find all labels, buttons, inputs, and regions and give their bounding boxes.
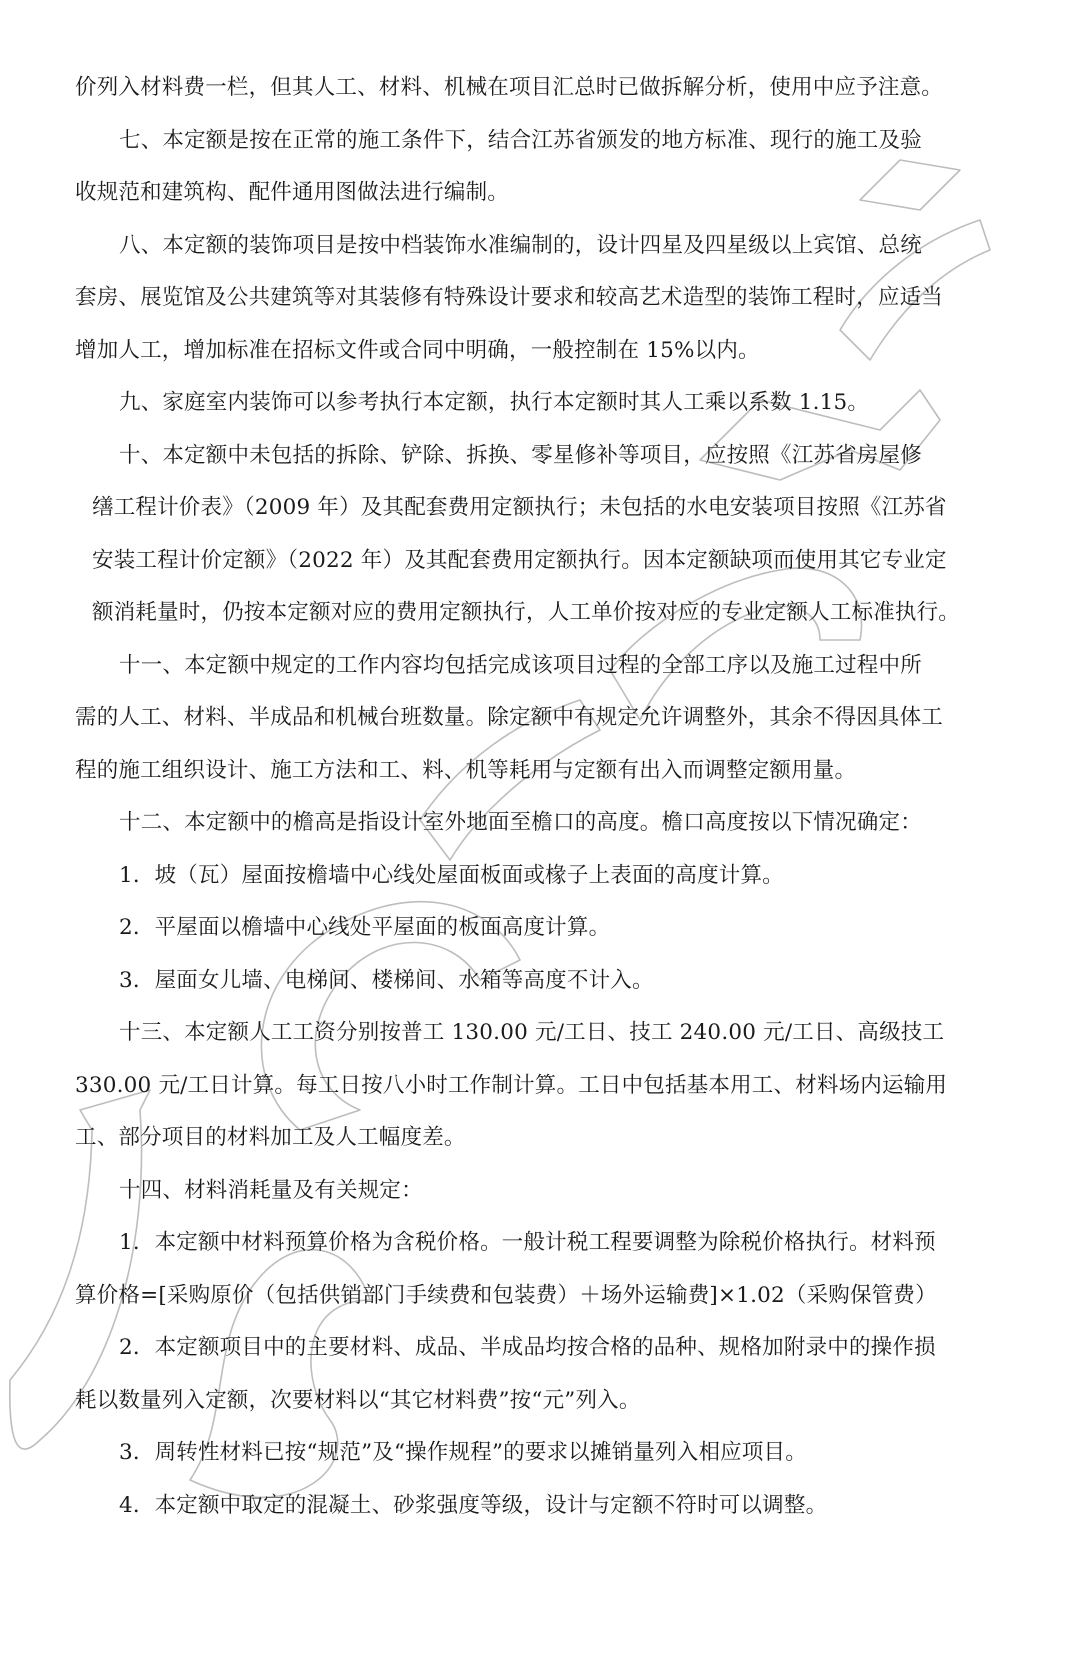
- text-line: 需的人工、材料、半成品和机械台班数量。除定额中有规定允许调整外，其余不得因具体工: [75, 705, 944, 730]
- text-line: 十一、本定额中规定的工作内容均包括完成该项目过程的全部工序以及施工过程中所: [119, 653, 922, 678]
- text-line: 十、本定额中未包括的拆除、铲除、拆换、零星修补等项目，应按照《江苏省房屋修: [119, 443, 922, 468]
- text-line: 九、家庭室内装饰可以参考执行本定额，执行本定额时其人工乘以系数 1.15。: [119, 390, 870, 415]
- text-line: 额消耗量时，仍按本定额对应的费用定额执行，人工单价按对应的专业定额人工标准执行。: [92, 600, 961, 625]
- text-line: 算价格=[采购原价（包括供销部门手续费和包装费）＋场外运输费]×1.02（采购保管费）: [75, 1283, 937, 1308]
- text-line: 十二、本定额中的檐高是指设计室外地面至檐口的高度。檐口高度按以下情况确定：: [119, 810, 922, 835]
- text-line: 1．本定额中材料预算价格为含税价格。一般计税工程要调整为除税价格执行。材料预: [119, 1230, 936, 1255]
- text-line: 2．平屋面以檐墙中心线处平屋面的板面高度计算。: [119, 915, 611, 940]
- text-line: 七、本定额是按在正常的施工条件下，结合江苏省颁发的地方标准、现行的施工及验: [119, 128, 922, 153]
- text-line: 4．本定额中取定的混凝土、砂浆强度等级，设计与定额不符时可以调整。: [119, 1493, 828, 1518]
- text-line: 十三、本定额人工工资分别按普工 130.00 元/工日、技工 240.00 元/工日、高级技工: [119, 1020, 945, 1045]
- text-line: 耗以数量列入定额，次要材料以“其它材料费”按“元”列入。: [75, 1388, 641, 1413]
- text-line: 价列入材料费一栏，但其人工、材料、机械在项目汇总时已做拆解分析，使用中应予注意。: [75, 75, 944, 100]
- text-line: 增加人工，增加标准在招标文件或合同中明确，一般控制在 15%以内。: [75, 338, 760, 363]
- text-line: 程的施工组织设计、施工方法和工、料、机等耗用与定额有出入而调整定额用量。: [75, 758, 857, 783]
- text-line: 套房、展览馆及公共建筑等对其装修有特殊设计要求和较高艺术造型的装饰工程时，应适当: [75, 285, 944, 310]
- text-line: 3．周转性材料已按“规范”及“操作规程”的要求以摊销量列入相应项目。: [119, 1440, 807, 1465]
- text-line: 八、本定额的装饰项目是按中档装饰水准编制的，设计四星及四星级以上宾馆、总统: [119, 233, 922, 258]
- text-line: 1．坡（瓦）屋面按檐墙中心线处屋面板面或椽子上表面的高度计算。: [119, 863, 784, 888]
- text-line: 3．屋面女儿墙、电梯间、楼梯间、水箱等高度不计入。: [119, 968, 654, 993]
- text-line: 十四、材料消耗量及有关规定：: [119, 1178, 423, 1203]
- text-line: 330.00 元/工日计算。每工日按八小时工作制计算。工日中包括基本用工、材料场内运输用: [75, 1073, 948, 1098]
- text-line: 收规范和建筑构、配件通用图做法进行编制。: [75, 180, 510, 205]
- text-line: 工、部分项目的材料加工及人工幅度差。: [75, 1125, 466, 1150]
- text-line: 缮工程计价表》（2009 年）及其配套费用定额执行；未包括的水电安装项目按照《江苏省: [92, 495, 947, 520]
- text-line: 安装工程计价定额》（2022 年）及其配套费用定额执行。因本定额缺项而使用其它专业定: [92, 548, 947, 573]
- text-line: 2．本定额项目中的主要材料、成品、半成品均按合格的品种、规格加附录中的操作损: [119, 1335, 936, 1360]
